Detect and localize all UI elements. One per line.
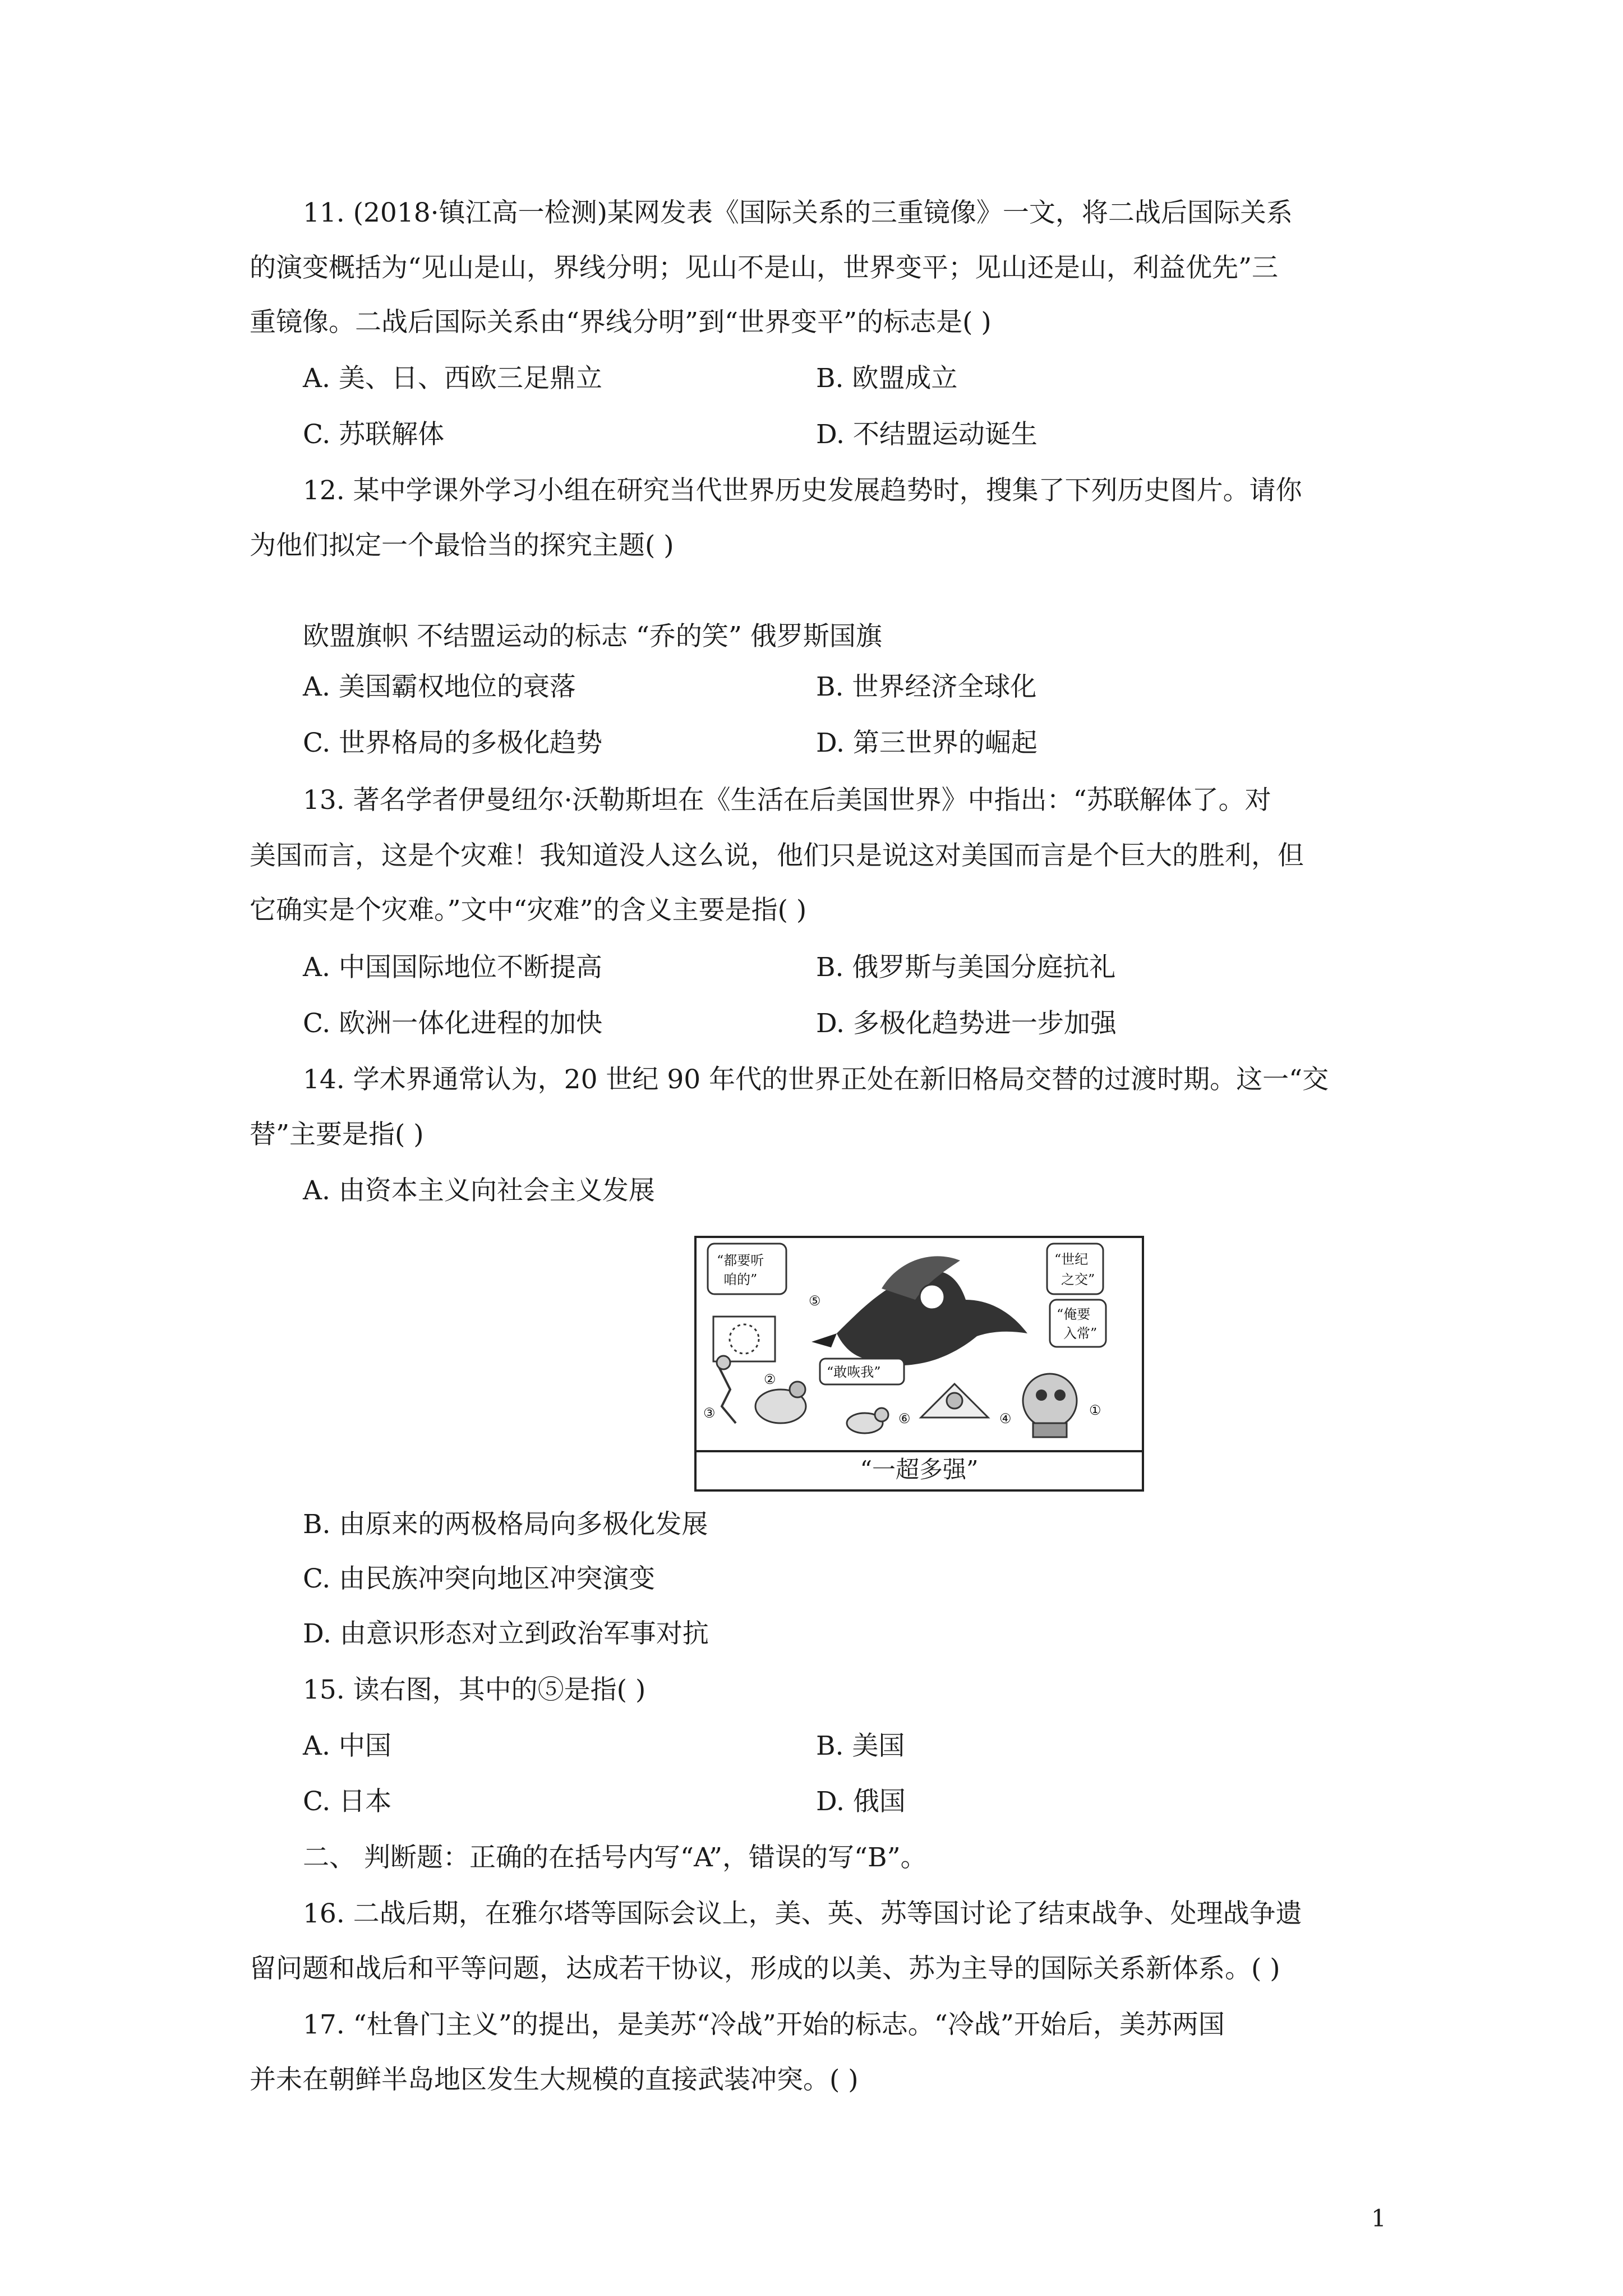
q15-option-d: D. 俄国 xyxy=(816,1786,906,1817)
bubble-3-line-1: “俺要 xyxy=(1057,1306,1091,1322)
speech-bubble-1 xyxy=(708,1244,786,1294)
q16-line-2: 留问题和战后和平等问题，达成若干协议，形成的以美、苏为主导的国际关系新体系。( ) xyxy=(250,1953,1280,1984)
q17-line-1: 17. “杜鲁门主义”的提出，是美苏“冷战”开始的标志。“冷战”开始后，美苏两国 xyxy=(303,2009,1225,2040)
marker-5: ⑤ xyxy=(809,1293,821,1309)
bubble-1-line-2: 咱的” xyxy=(723,1272,758,1287)
section-2-heading: 二、 判断题：正确的在括号内写“A”，错误的写“B”。 xyxy=(303,1842,927,1873)
q16-line-1: 16. 二战后期，在雅尔塔等国际会议上，美、英、苏等国讨论了结束战争、处理战争遗 xyxy=(303,1898,1302,1929)
q13-line-2: 美国而言，这是个灾难！我知道没人这么说，他们只是说这对美国而言是个巨大的胜利，但 xyxy=(250,840,1304,871)
q11-line-3: 重镜像。二战后国际关系由“界线分明”到“世界变平”的标志是( ) xyxy=(250,307,992,338)
marker-4: ④ xyxy=(999,1411,1012,1427)
bubble-4-text: “敢咴我” xyxy=(827,1364,881,1380)
q14-line-1: 14. 学术界通常认为，20 世纪 90 年代的世界正处在新旧格局交替的过渡时期。这一“交 xyxy=(303,1064,1329,1095)
bubble-3-line-2: 入常” xyxy=(1063,1326,1098,1341)
page-number: 1 xyxy=(1371,2205,1386,2232)
speech-bubble-4 xyxy=(820,1359,904,1384)
q12-option-d: D. 第三世界的崛起 xyxy=(816,728,1038,758)
bubble-2-line-1: “世纪 xyxy=(1054,1251,1089,1267)
q13-option-b: B. 俄罗斯与美国分庭抗礼 xyxy=(816,952,1116,983)
q15-option-b: B. 美国 xyxy=(816,1731,905,1761)
q12-option-a: A. 美国霸权地位的衰落 xyxy=(303,671,576,702)
q14-option-a: A. 由资本主义向社会主义发展 xyxy=(303,1175,655,1206)
q14-option-c: C. 由民族冲突向地区冲突演变 xyxy=(303,1563,656,1594)
q11-line-1: 11. (2018·镇江高一检测)某网发表《国际关系的三重镜像》一文，将二战后国际关系 xyxy=(303,197,1293,228)
q12-line-2: 为他们拟定一个最恰当的探究主题( ) xyxy=(250,530,674,561)
eu-flag-drawing xyxy=(713,1317,775,1361)
marker-3: ③ xyxy=(703,1405,716,1421)
q13-line-1: 13. 著名学者伊曼纽尔·沃勒斯坦在《生活在后美国世界》中指出：“苏联解体了。对 xyxy=(303,785,1271,816)
q11-option-a: A. 美、日、西欧三足鼎立 xyxy=(303,363,602,394)
q15-line: 15. 读右图，其中的⑤是指( ) xyxy=(303,1674,646,1705)
q13-option-a: A. 中国国际地位不断提高 xyxy=(303,952,602,983)
speech-bubble-2 xyxy=(1047,1244,1103,1294)
marker-6: ⑥ xyxy=(898,1411,911,1427)
q12-picture-labels: 欧盟旗帜 不结盟运动的标志 “乔的笑” 俄罗斯国旗 xyxy=(303,621,882,652)
q11-option-c: C. 苏联解体 xyxy=(303,419,445,450)
q14-option-d: D. 由意识形态对立到政治军事对抗 xyxy=(303,1618,709,1649)
marker-1: ① xyxy=(1089,1402,1101,1418)
q11-option-d: D. 不结盟运动诞生 xyxy=(816,419,1038,450)
figure-1-drawing xyxy=(1023,1374,1077,1437)
speech-bubble-3 xyxy=(1050,1300,1106,1347)
q14-line-2: 替”主要是指( ) xyxy=(250,1119,424,1150)
marker-2: ② xyxy=(764,1372,776,1387)
q17-line-2: 并未在朝鲜半岛地区发生大规模的直接武装冲突。( ) xyxy=(250,2064,859,2095)
cartoon-illustration xyxy=(697,1238,1142,1452)
q12-option-c: C. 世界格局的多极化趋势 xyxy=(303,728,603,758)
figure-caption: “一超多强” xyxy=(697,1450,1142,1489)
q12-option-b: B. 世界经济全球化 xyxy=(816,671,1037,702)
q14-option-b: B. 由原来的两极格局向多极化发展 xyxy=(303,1509,708,1540)
q12-line-1: 12. 某中学课外学习小组在研究当代世界历史发展趋势时，搜集了下列历史图片。请你 xyxy=(303,475,1302,506)
q13-option-d: D. 多极化趋势进一步加强 xyxy=(816,1008,1117,1039)
q15-option-c: C. 日本 xyxy=(303,1786,392,1817)
q15-option-a: A. 中国 xyxy=(303,1731,391,1761)
figure-2-drawing xyxy=(755,1382,806,1423)
figure-6-drawing xyxy=(847,1408,888,1433)
q11-option-b: B. 欧盟成立 xyxy=(816,363,958,394)
q13-line-3: 它确实是个灾难。”文中“灾难”的含义主要是指( ) xyxy=(250,895,807,926)
bubble-2-line-2: 之交” xyxy=(1061,1272,1095,1287)
q11-line-2: 的演变概括为“见山是山，界线分明；见山不是山，世界变平；见山还是山，利益优先”三 xyxy=(250,252,1279,283)
cartoon-figure xyxy=(694,1236,1144,1492)
bubble-1-line-1: “都要听 xyxy=(717,1253,764,1268)
figure-3-drawing xyxy=(717,1356,736,1423)
figure-4-drawing xyxy=(921,1384,988,1418)
q13-option-c: C. 欧洲一体化进程的加快 xyxy=(303,1008,603,1039)
